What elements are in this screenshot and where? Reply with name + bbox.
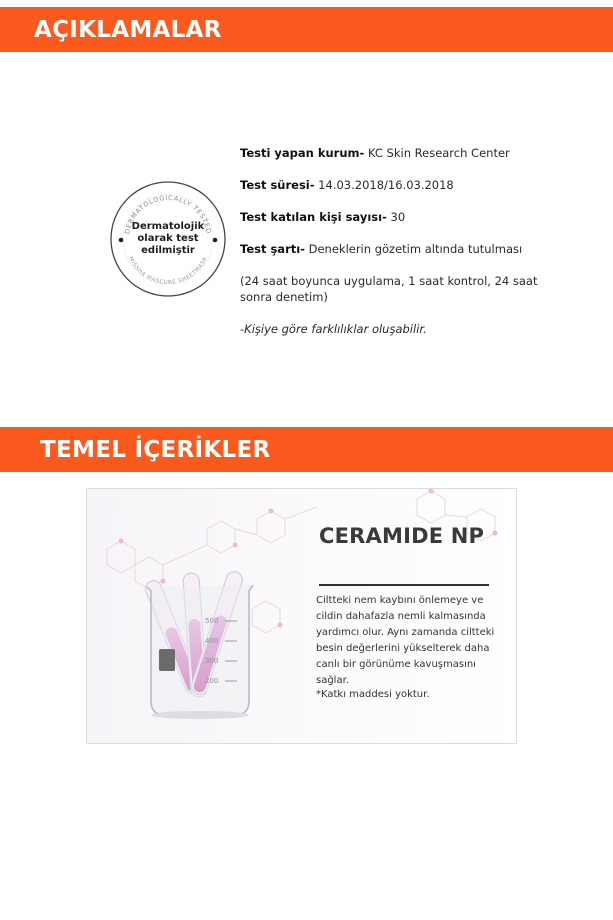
ingredient-name: CERAMIDE NP — [319, 524, 485, 548]
test-period-label: Test süresi- — [240, 178, 315, 192]
beaker-mark-400: 400 — [205, 637, 219, 645]
beaker-icon — [147, 585, 253, 719]
section-banner-temel-icerikler — [0, 427, 613, 472]
test-condition — [240, 241, 570, 257]
test-info-block — [240, 145, 570, 353]
test-institution-value: KC Skin Research Center — [364, 146, 510, 160]
test-disclaimer: -Kişiye göre farklılıklar oluşabilir. — [240, 322, 427, 336]
test-institution — [240, 145, 570, 161]
test-participants-label: Test katılan kişi sayısı- — [240, 210, 387, 224]
ingredient-card — [86, 488, 517, 744]
seal-line-3: edilmiştir — [141, 245, 195, 256]
section-title: TEMEL İÇERİKLER — [40, 436, 271, 463]
ingredient-description: Ciltteki nem kaybını önlemeye ve cildin dahafazla nemli kalmasında yardımcı olur. Aynı zamanda ciltteki besin değerlerini yükselterek daha canlı bir görünüme kavuşmasını sağlar. — [316, 595, 495, 686]
dermatology-tested-seal — [109, 180, 227, 298]
test-condition-detail: (24 saat boyunca uygulama, 1 saat kontrol, 24 saat sonra denetim) — [240, 274, 538, 304]
seal-line-2: olarak test — [137, 233, 199, 244]
test-condition-value: Deneklerin gözetim altında tutulması — [304, 242, 523, 256]
test-institution-label: Testi yapan kurum- — [240, 146, 365, 160]
beaker-mark-500: 500 — [205, 617, 219, 625]
section-banner-aciklamalar — [0, 7, 613, 52]
section-title: AÇIKLAMALAR — [34, 16, 222, 43]
test-period — [240, 177, 570, 193]
seal-ring-bottom-text: MISSHA MASCURE SHEETMASK — [127, 255, 209, 287]
seal-line-1: Dermatolojik — [131, 221, 205, 232]
test-condition-label: Test şartı- — [240, 242, 305, 256]
ingredient-divider — [319, 584, 489, 586]
test-participants — [240, 209, 570, 225]
ingredient-note: *Katkı maddesi yoktur. — [316, 689, 430, 700]
seal-text — [109, 180, 227, 298]
test-period-value: 14.03.2018/16.03.2018 — [314, 178, 454, 192]
seal-ring-top-text: DERMATOLOGICALLY TESTED — [123, 193, 213, 235]
beaker-mark-200: 200 — [205, 677, 219, 685]
beaker-mark-300: 300 — [205, 657, 219, 665]
test-participants-value: 30 — [386, 210, 406, 224]
